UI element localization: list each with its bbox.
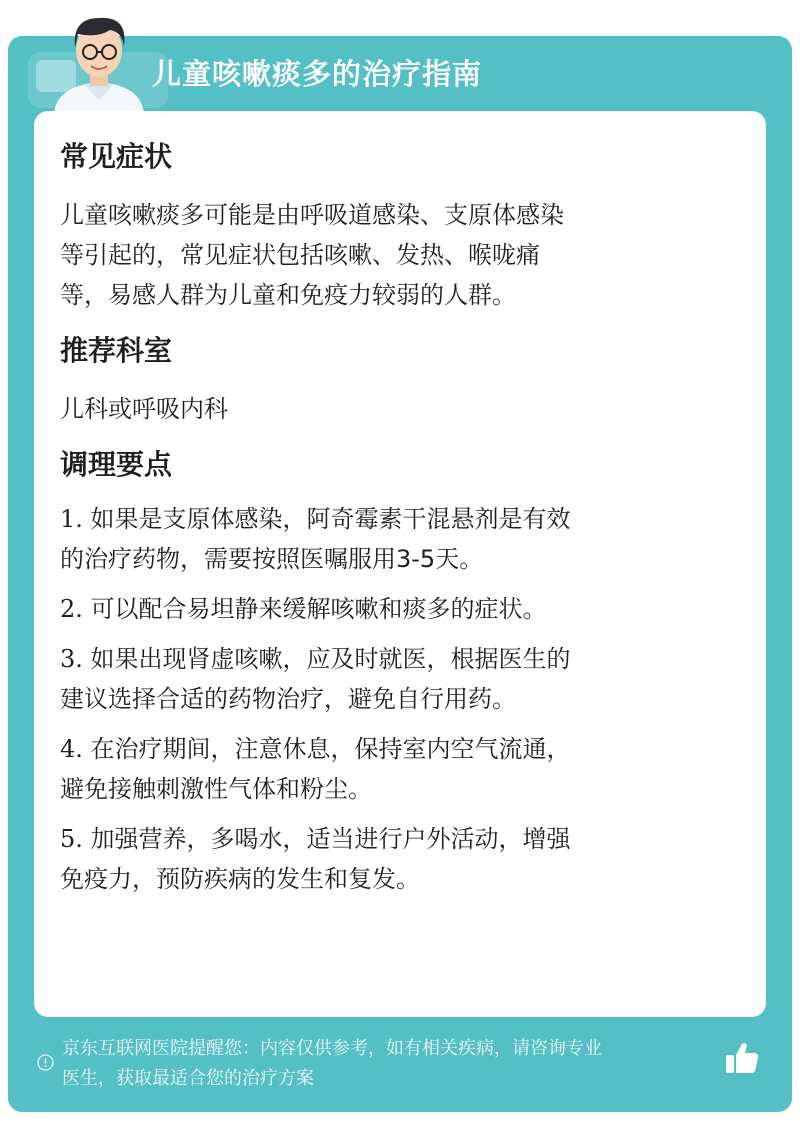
tip-text: 的治疗药物，需要按照医嘱服用3-5天。 (60, 545, 484, 573)
care-tip-4 (60, 729, 730, 809)
page-title: 儿童咳嗽痰多的治疗指南 (152, 57, 483, 91)
tip-text: 可以配合易坦静来缓解咳嗽和痰多的症状。 (82, 595, 547, 623)
tip-text: 建议选择合适的药物治疗，避免自行用药。 (60, 685, 516, 713)
symptoms-paragraph (60, 195, 730, 315)
tip-number: 2. (60, 595, 83, 623)
care-tip-3 (60, 639, 730, 719)
tip-text: 在治疗期间，注意休息，保持室内空气流通， (82, 735, 571, 763)
symptoms-line: 等，易感人群为儿童和免疫力较弱的人群。 (60, 281, 516, 309)
content-card (34, 111, 766, 1017)
disclaimer (62, 1034, 726, 1094)
tip-number: 5. (60, 825, 83, 853)
tip-number: 3. (60, 645, 83, 673)
tip-number: 1. (60, 505, 83, 533)
thumbs-up-icon[interactable] (724, 1041, 760, 1075)
symptoms-line: 儿童咳嗽痰多可能是由呼吸道感染、支原体感染 (60, 201, 564, 229)
tip-text: 如果出现肾虚咳嗽，应及时就医，根据医生的 (82, 645, 571, 673)
section-title-symptoms: 常见症状 (60, 140, 173, 173)
department-text: 儿科或呼吸内科 (60, 395, 228, 423)
care-tip-2 (60, 589, 730, 629)
tip-number: 4. (60, 735, 83, 763)
tip-text: 避免接触刺激性气体和粉尘。 (60, 775, 372, 803)
section-title-care: 调理要点 (60, 448, 173, 481)
symptoms-line: 等引起的，常见症状包括咳嗽、发热、喉咙痛 (60, 241, 540, 269)
section-title-department: 推荐科室 (60, 334, 173, 367)
disclaimer-line: 医生，获取最适合您的治疗方案 (62, 1068, 314, 1089)
info-icon (37, 1054, 54, 1071)
tip-text: 如果是支原体感染，阿奇霉素干混悬剂是有效 (82, 505, 571, 533)
disclaimer-line: 京东互联网医院提醒您：内容仅供参考，如有相关疾病，请咨询专业 (62, 1038, 602, 1059)
tip-text: 加强营养，多喝水，适当进行户外活动，增强 (82, 825, 571, 853)
care-tip-5 (60, 819, 730, 899)
doctor-avatar-icon (44, 4, 154, 114)
care-tip-1 (60, 499, 730, 579)
tip-text: 免疫力，预防疾病的发生和复发。 (60, 865, 420, 893)
